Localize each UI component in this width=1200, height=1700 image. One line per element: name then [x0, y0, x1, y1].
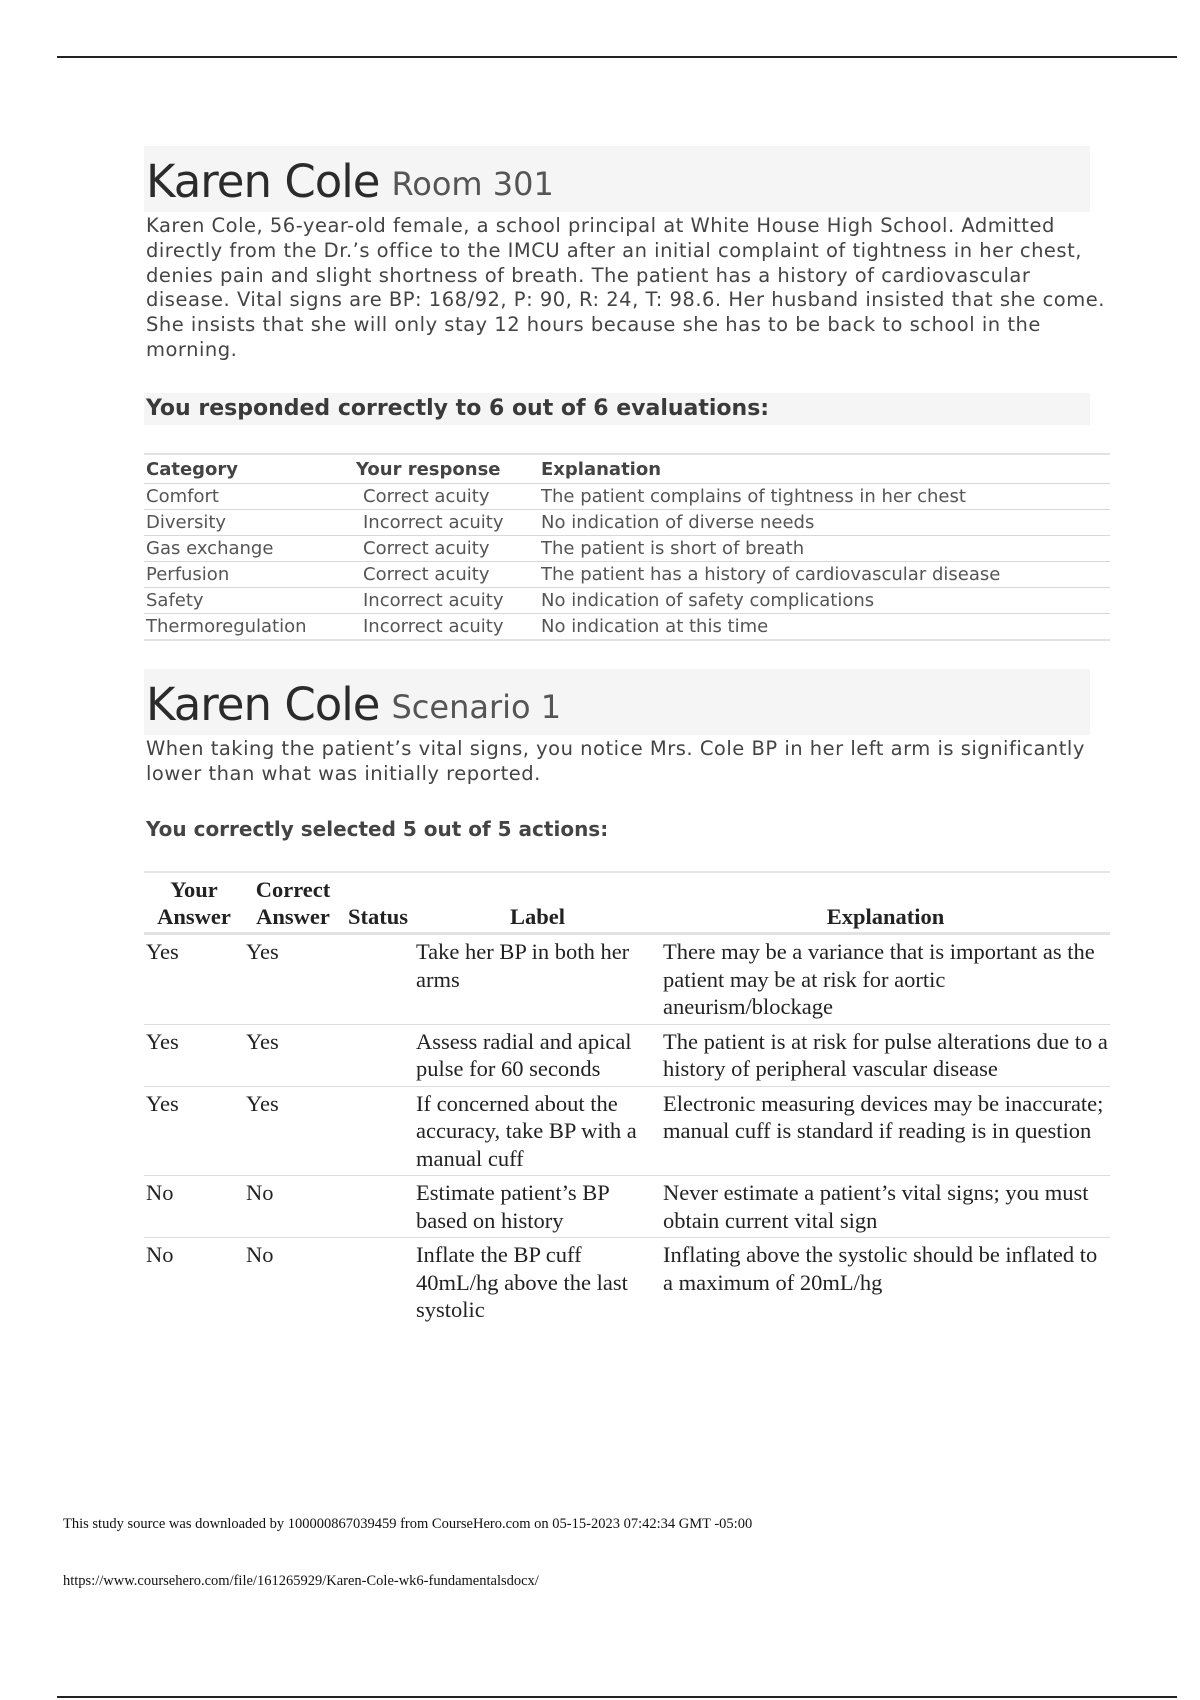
evaluation-response: Correct acuity — [354, 483, 539, 509]
actions-table — [144, 871, 1110, 1327]
patient-narrative: Karen Cole, 56-year-old female, a school principal at White House High School. Admitted directly from the Dr.’s office to the IMCU after an initial complaint of tightness in her chest, denies pain and slight shortness of breath. The patient has a history of cardiovascular disease. Vital signs are BP: 168/92, P: 90, R: 24, T: 98.6. Her husband insisted that she come. She insists that she will only stay 12 hours because she has to be back to school in the morning. — [146, 214, 1105, 361]
table-row — [144, 587, 1110, 613]
actions-header-correct-answer — [244, 872, 342, 934]
evaluation-heading-band — [144, 393, 1090, 425]
evaluation-category: Safety — [144, 587, 354, 613]
actions-header-status: Status — [342, 872, 414, 934]
evaluation-category: Perfusion — [144, 561, 354, 587]
action-label: Estimate patient’s BP based on history — [414, 1176, 661, 1238]
action-your-answer: Yes — [144, 1086, 244, 1176]
action-status — [342, 1238, 414, 1327]
actions-header-label: Label — [414, 872, 661, 934]
action-label: Inflate the BP cuff 40mL/hg above the last systolic — [416, 1242, 628, 1323]
table-row — [144, 561, 1110, 587]
evaluation-category: Comfort — [144, 483, 354, 509]
evaluation-response: Correct acuity — [354, 561, 539, 587]
evaluation-response: Incorrect acuity — [354, 587, 539, 613]
scenario-number-title: Scenario 1 — [391, 687, 562, 726]
table-row — [144, 1024, 1110, 1086]
evaluation-header-response: Your response — [354, 454, 539, 484]
table-row — [144, 613, 1110, 640]
action-explanation: There may be a variance that is important as the patient may be at risk for aortic aneurism/blockage — [661, 934, 1110, 1025]
action-your-answer: Yes — [144, 934, 244, 1025]
scenario-narrative: When taking the patient’s vital signs, you notice Mrs. Cole BP in her left arm is significantly lower than what was initially reported. — [146, 736, 1085, 785]
actions-header-correct-answer-line2: Answer — [256, 904, 330, 930]
evaluation-explanation: The patient is short of breath — [539, 535, 1110, 561]
action-explanation: The patient is at risk for pulse alterations due to a history of peripheral vascular disease — [661, 1024, 1110, 1086]
actions-header-your-answer-line2: Answer — [157, 904, 231, 930]
evaluation-heading: You responded correctly to 6 out of 6 evaluations: — [146, 396, 770, 422]
action-status — [342, 934, 414, 1025]
table-row — [144, 535, 1110, 561]
evaluation-explanation: No indication of safety complications — [539, 587, 1110, 613]
actions-heading: You correctly selected 5 out of 5 actions: — [146, 817, 609, 842]
evaluation-header-category: Category — [144, 454, 354, 484]
action-correct-answer: Yes — [244, 1024, 342, 1086]
evaluation-category: Diversity — [144, 509, 354, 535]
action-your-answer: No — [146, 1242, 174, 1268]
table-row — [144, 934, 1110, 1025]
evaluation-table — [144, 453, 1110, 641]
action-your-answer: Yes — [144, 1024, 244, 1086]
action-label: Assess radial and apical pulse for 60 seconds — [414, 1024, 661, 1086]
action-status — [342, 1176, 414, 1238]
scenario-title-band — [144, 669, 1090, 735]
evaluation-header-row — [144, 454, 1110, 484]
table-row — [144, 1238, 1110, 1327]
action-correct-answer: No — [246, 1242, 274, 1268]
action-correct-answer: Yes — [244, 1086, 342, 1176]
room-number-title: Room 301 — [391, 165, 554, 203]
action-correct-answer: Yes — [244, 934, 342, 1025]
actions-header-your-answer-line1: Your — [170, 877, 218, 903]
evaluation-explanation: The patient has a history of cardiovascular disease — [539, 561, 1110, 587]
action-explanation: Electronic measuring devices may be inaccurate; manual cuff is standard if reading is in question — [661, 1086, 1110, 1176]
action-your-answer: No — [144, 1176, 244, 1238]
bottom-rule — [57, 1696, 1177, 1698]
action-label: If concerned about the accuracy, take BP with a manual cuff — [414, 1086, 661, 1176]
action-explanation: Inflating above the systolic should be inflated to a maximum of 20mL/hg — [663, 1242, 1098, 1295]
actions-header-row — [144, 872, 1110, 934]
action-label: Take her BP in both her arms — [414, 934, 661, 1025]
action-status — [342, 1024, 414, 1086]
document-content — [144, 146, 1110, 1327]
actions-header-your-answer — [144, 872, 244, 934]
patient-name-title: Karen Cole — [146, 155, 380, 208]
source-url: https://www.coursehero.com/file/161265929/Karen-Cole-wk6-fundamentalsdocx/ — [63, 1573, 539, 1589]
room-title-band — [144, 146, 1090, 212]
action-status — [342, 1086, 414, 1176]
scenario-patient-name-title: Karen Cole — [146, 677, 380, 731]
table-row — [144, 509, 1110, 535]
actions-header-correct-answer-line1: Correct — [255, 877, 331, 903]
download-notice: This study source was downloaded by 100000867039459 from CourseHero.com on 05-15-2023 07:42:34 GMT -05:00 — [63, 1516, 753, 1532]
actions-header-explanation: Explanation — [661, 872, 1110, 934]
evaluation-header-explanation: Explanation — [539, 454, 1110, 484]
evaluation-category: Gas exchange — [144, 535, 354, 561]
table-row — [144, 483, 1110, 509]
evaluation-explanation: No indication at this time — [539, 613, 1110, 640]
top-rule — [57, 56, 1177, 58]
evaluation-response: Correct acuity — [354, 535, 539, 561]
table-row — [144, 1086, 1110, 1176]
action-explanation: Never estimate a patient’s vital signs; you must obtain current vital sign — [661, 1176, 1110, 1238]
table-row — [144, 1176, 1110, 1238]
evaluation-explanation: The patient complains of tightness in her chest — [539, 483, 1110, 509]
evaluation-response: Incorrect acuity — [354, 613, 539, 640]
evaluation-explanation: No indication of diverse needs — [539, 509, 1110, 535]
evaluation-category: Thermoregulation — [144, 613, 354, 640]
evaluation-response: Incorrect acuity — [354, 509, 539, 535]
action-correct-answer: No — [244, 1176, 342, 1238]
